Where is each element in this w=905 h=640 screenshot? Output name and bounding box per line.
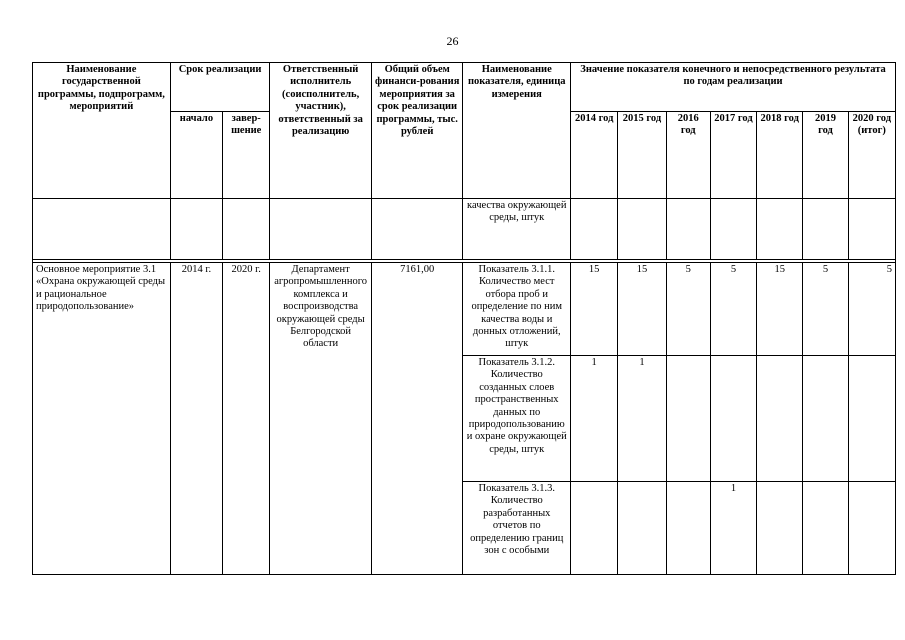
activity-end: 2020 г. xyxy=(223,263,270,575)
header-period: Срок реализации xyxy=(170,63,270,112)
header-values: Значение показателя конечного и непосредственного результата по годам реализации xyxy=(571,63,896,112)
indicator-text: Показатель 3.1.2. Количество созданных слоев пространственных данных по природопользованию и охране окружающей среды, штук xyxy=(463,356,571,482)
value-cell xyxy=(666,482,710,575)
value-cell xyxy=(848,356,895,482)
value-cell: 1 xyxy=(618,356,666,482)
value-cell: 15 xyxy=(571,263,618,356)
header-finance: Общий объем финанси-рования мероприятия за срок реализации программы, тыс. рублей xyxy=(371,63,463,199)
value-cell: 5 xyxy=(803,263,848,356)
value-cell: 1 xyxy=(710,482,756,575)
header-year-2016: 2016 год xyxy=(666,112,710,199)
header-year-2014: 2014 год xyxy=(571,112,618,199)
value-cell xyxy=(666,356,710,482)
header-year-2015: 2015 год xyxy=(618,112,666,199)
value-cell xyxy=(757,482,803,575)
page-number: 26 xyxy=(446,34,459,48)
value-cell xyxy=(710,356,756,482)
header-year-2017: 2017 год xyxy=(710,112,756,199)
value-cell: 5 xyxy=(666,263,710,356)
value-cell xyxy=(757,356,803,482)
header-name: Наименование государственной программы, подпрограмм, мероприятий xyxy=(33,63,171,199)
value-cell xyxy=(803,482,848,575)
header-year-2018: 2018 год xyxy=(757,112,803,199)
continuation-indicator: качества окружающей среды, штук xyxy=(463,199,571,260)
indicator-text: Показатель 3.1.3. Количество разработанных отчетов по определению границ зон с особыми xyxy=(463,482,571,575)
header-responsible: Ответственный исполнитель (соисполнитель, участник), ответственный за реализацию xyxy=(270,63,372,199)
activity-finance: 7161,00 xyxy=(371,263,463,575)
value-cell: 15 xyxy=(757,263,803,356)
value-cell: 15 xyxy=(618,263,666,356)
value-cell xyxy=(618,482,666,575)
activity-start: 2014 г. xyxy=(170,263,222,575)
header-year-2019: 2019 год xyxy=(803,112,848,199)
indicators-table xyxy=(32,62,896,575)
header-year-2020: 2020 год (итог) xyxy=(848,112,895,199)
header-end: завер-шение xyxy=(223,112,270,199)
value-cell xyxy=(803,356,848,482)
table-row xyxy=(33,263,896,356)
value-cell: 5 xyxy=(848,263,895,356)
header-row-1 xyxy=(33,63,896,112)
value-cell: 5 xyxy=(710,263,756,356)
header-start: начало xyxy=(170,112,222,199)
indicator-text: Показатель 3.1.1. Количество мест отбора проб и определение по ним качества воды и донных отложений, штук xyxy=(463,263,571,356)
value-cell xyxy=(571,482,618,575)
header-indicator: Наименование показателя, единица измерения xyxy=(463,63,571,199)
value-cell: 1 xyxy=(571,356,618,482)
continuation-row xyxy=(33,199,896,260)
value-cell xyxy=(848,482,895,575)
activity-responsible: Департамент агропромышленного комплекса и воспроизводства окружающей среды Белгородской области xyxy=(270,263,372,575)
activity-name: Основное мероприятие 3.1 «Охрана окружающей среды и рациональное природопользование» xyxy=(33,263,171,575)
